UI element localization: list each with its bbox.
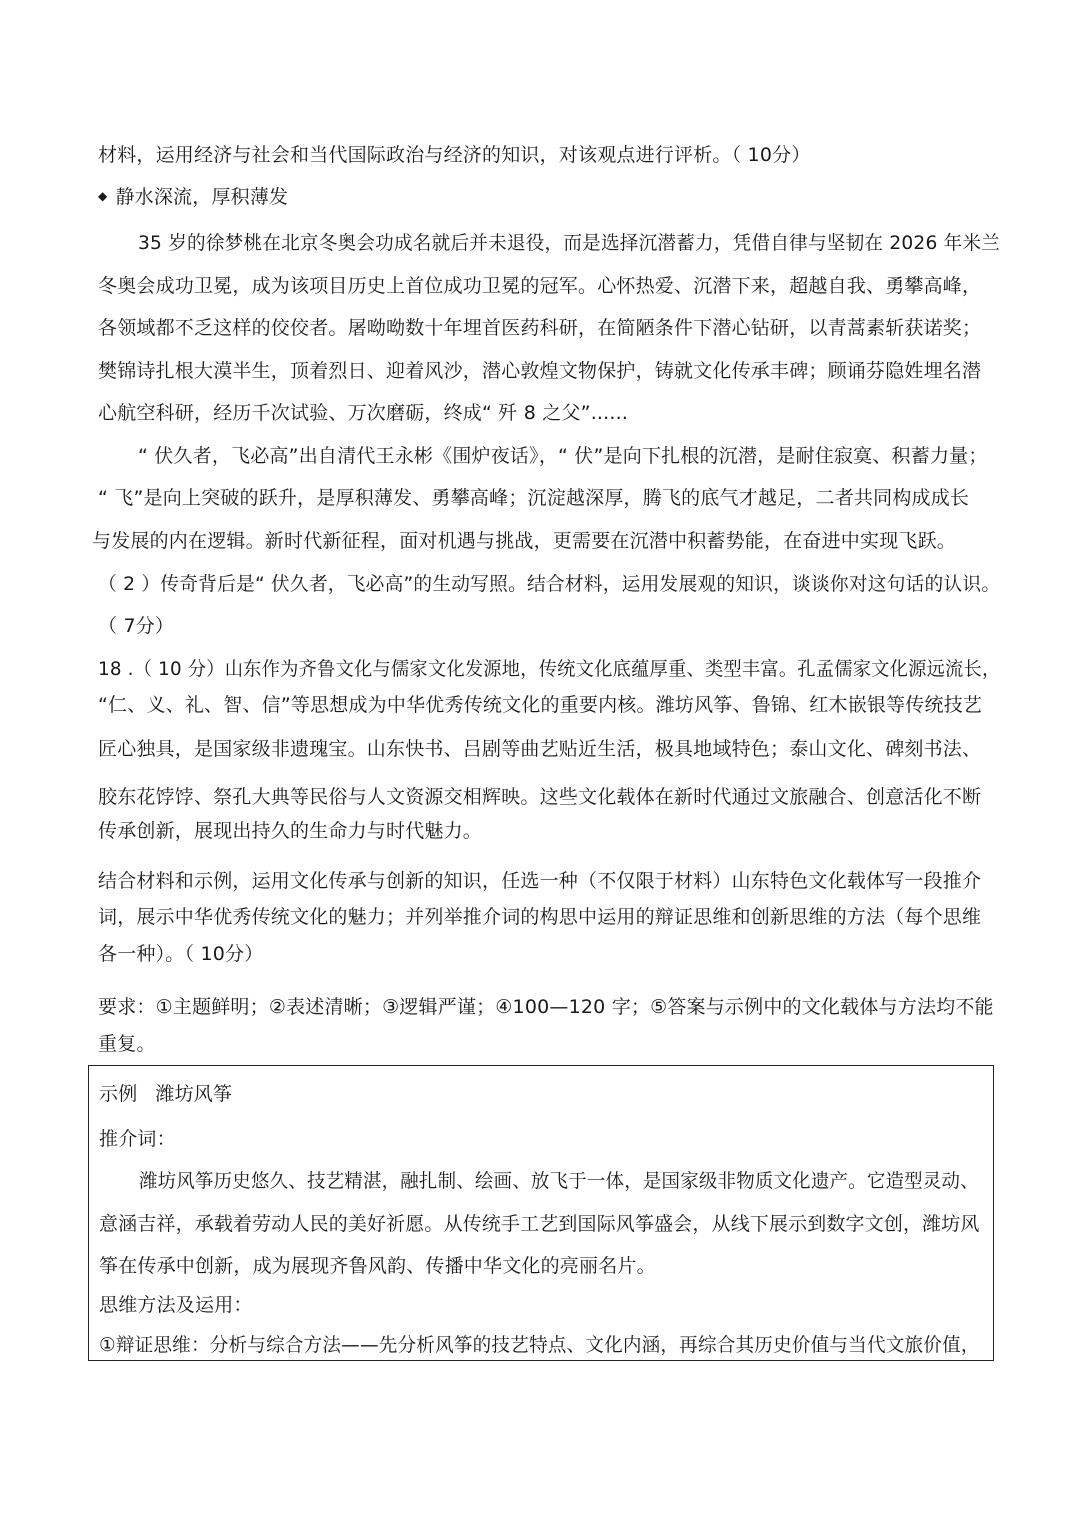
example-intro-label: 推介词：	[99, 1128, 176, 1150]
task-line: 结合材料和示例，运用文化传承与创新的知识，任选一种（不仅限于材料）山东特色文化载体写一段推介	[98, 870, 982, 892]
section-heading-text: 静水深流，厚积薄发	[115, 186, 289, 208]
example-method-1: ①辩证思维：分析与综合方法——先分析风筝的技艺特点、文化内涵，再综合其历史价值与当代文旅价值，	[99, 1334, 980, 1356]
question-line: （ 7分）	[98, 615, 175, 637]
passage-line: 35 岁的徐梦桃在北京冬奥会功成名就后并未退役，而是选择沉潜蓄力，凭借自律与坚韧在 2026 年米兰	[138, 232, 1001, 254]
passage-line: 冬奥会成功卫冕，成为该项目历史上首位成功卫冕的冠军。心怀热爱、沉潜下来，超越自我、勇攀高峰，	[98, 275, 982, 297]
task-line: 各一种）。（ 10分）	[98, 943, 264, 965]
requirement-line: 要求：①主题鲜明；②表述清晰；③逻辑严谨；④100—120 字；⑤答案与示例中的文化载体与方法均不能	[98, 996, 994, 1018]
intro-line: 材料，运用经济与社会和当代国际政治与经济的知识，对该观点进行评析。（ 10分）	[98, 144, 811, 166]
passage-line: 各领域都不乏这样的佼佼者。屠呦呦数十年埋首医药科研，在简陋条件下潜心钻研，以青蒿素斩获诺奖；	[98, 317, 982, 339]
passage-line: 与发展的内在逻辑。新时代新征程，面对机遇与挑战，更需要在沉潜中积蓄势能，在奋进中实现飞跃。	[92, 530, 957, 552]
requirement-line: 重复。	[98, 1033, 156, 1055]
question-line: 匠心独具，是国家级非遗瑰宝。山东快书、吕剧等曲艺贴近生活，极具地域特色；泰山文化、碑刻书法、	[98, 738, 982, 760]
example-body-line: 筝在传承中创新，成为展现齐鲁风韵、传播中华文化的亮丽名片。	[99, 1255, 656, 1277]
example-body-line: 意涵吉祥，承载着劳动人民的美好祈愿。从传统手工艺到国际风筝盛会，从线下展示到数字文创，潍坊风	[99, 1213, 980, 1235]
example-title	[99, 1081, 232, 1107]
example-title-name: 潍坊风筝	[155, 1083, 233, 1105]
task-line: 词，展示中华优秀传统文化的魅力；并列举推介词的构思中运用的辩证思维和创新思维的方法（每个思维	[98, 906, 982, 928]
question-line: 18 .（ 10 分）山东作为齐鲁文化与儒家文化发源地，传统文化底蕴厚重、类型丰富。孔孟儒家文化源远流长，	[98, 658, 1001, 680]
question-line: 胶东花饽饽、祭孔大典等民俗与人文资源交相辉映。这些文化载体在新时代通过文旅融合、创意活化不断	[98, 786, 982, 808]
passage-line: “ 伏久者，飞必高”出自清代王永彬《围炉夜话》，“ 伏”是向下扎根的沉潜，是耐住寂寞、积蓄力量；	[138, 445, 988, 467]
passage-line: 樊锦诗扎根大漠半生，顶着烈日、迎着风沙，潜心敦煌文物保护，铸就文化传承丰碑；顾诵芬隐姓埋名潜	[98, 360, 982, 382]
example-methods-label: 思维方法及运用：	[99, 1294, 253, 1316]
passage-line: 心航空科研，经历千次试验、万次磨砺，终成“ 歼 8 之父”......	[98, 402, 629, 424]
question-line: （ 2 ）传奇背后是“ 伏久者，飞必高”的生动写照。结合材料，运用发展观的知识，谈谈你对这句话的认识。	[98, 573, 1001, 595]
example-body-line: 潍坊风筝历史悠久、技艺精湛，融扎制、绘画、放飞于一体，是国家级非物质文化遗产。它造型灵动、	[139, 1170, 979, 1192]
passage-line: “ 飞”是向上突破的跃升，是厚积薄发、勇攀高峰；沉淀越深厚，腾飞的底气才越足，二者共同构成成长	[98, 487, 970, 509]
question-line: “仁、义、礼、智、信”等思想成为中华优秀传统文化的重要内核。潍坊风筝、鲁锦、红木嵌银等传统技艺	[98, 694, 983, 716]
diamond-bullet-icon: ◆	[98, 189, 108, 203]
example-box	[88, 1065, 994, 1361]
question-line: 传承创新，展现出持久的生命力与时代魅力。	[98, 820, 483, 842]
section-heading	[98, 183, 288, 210]
example-title-prefix: 示例	[99, 1083, 138, 1105]
